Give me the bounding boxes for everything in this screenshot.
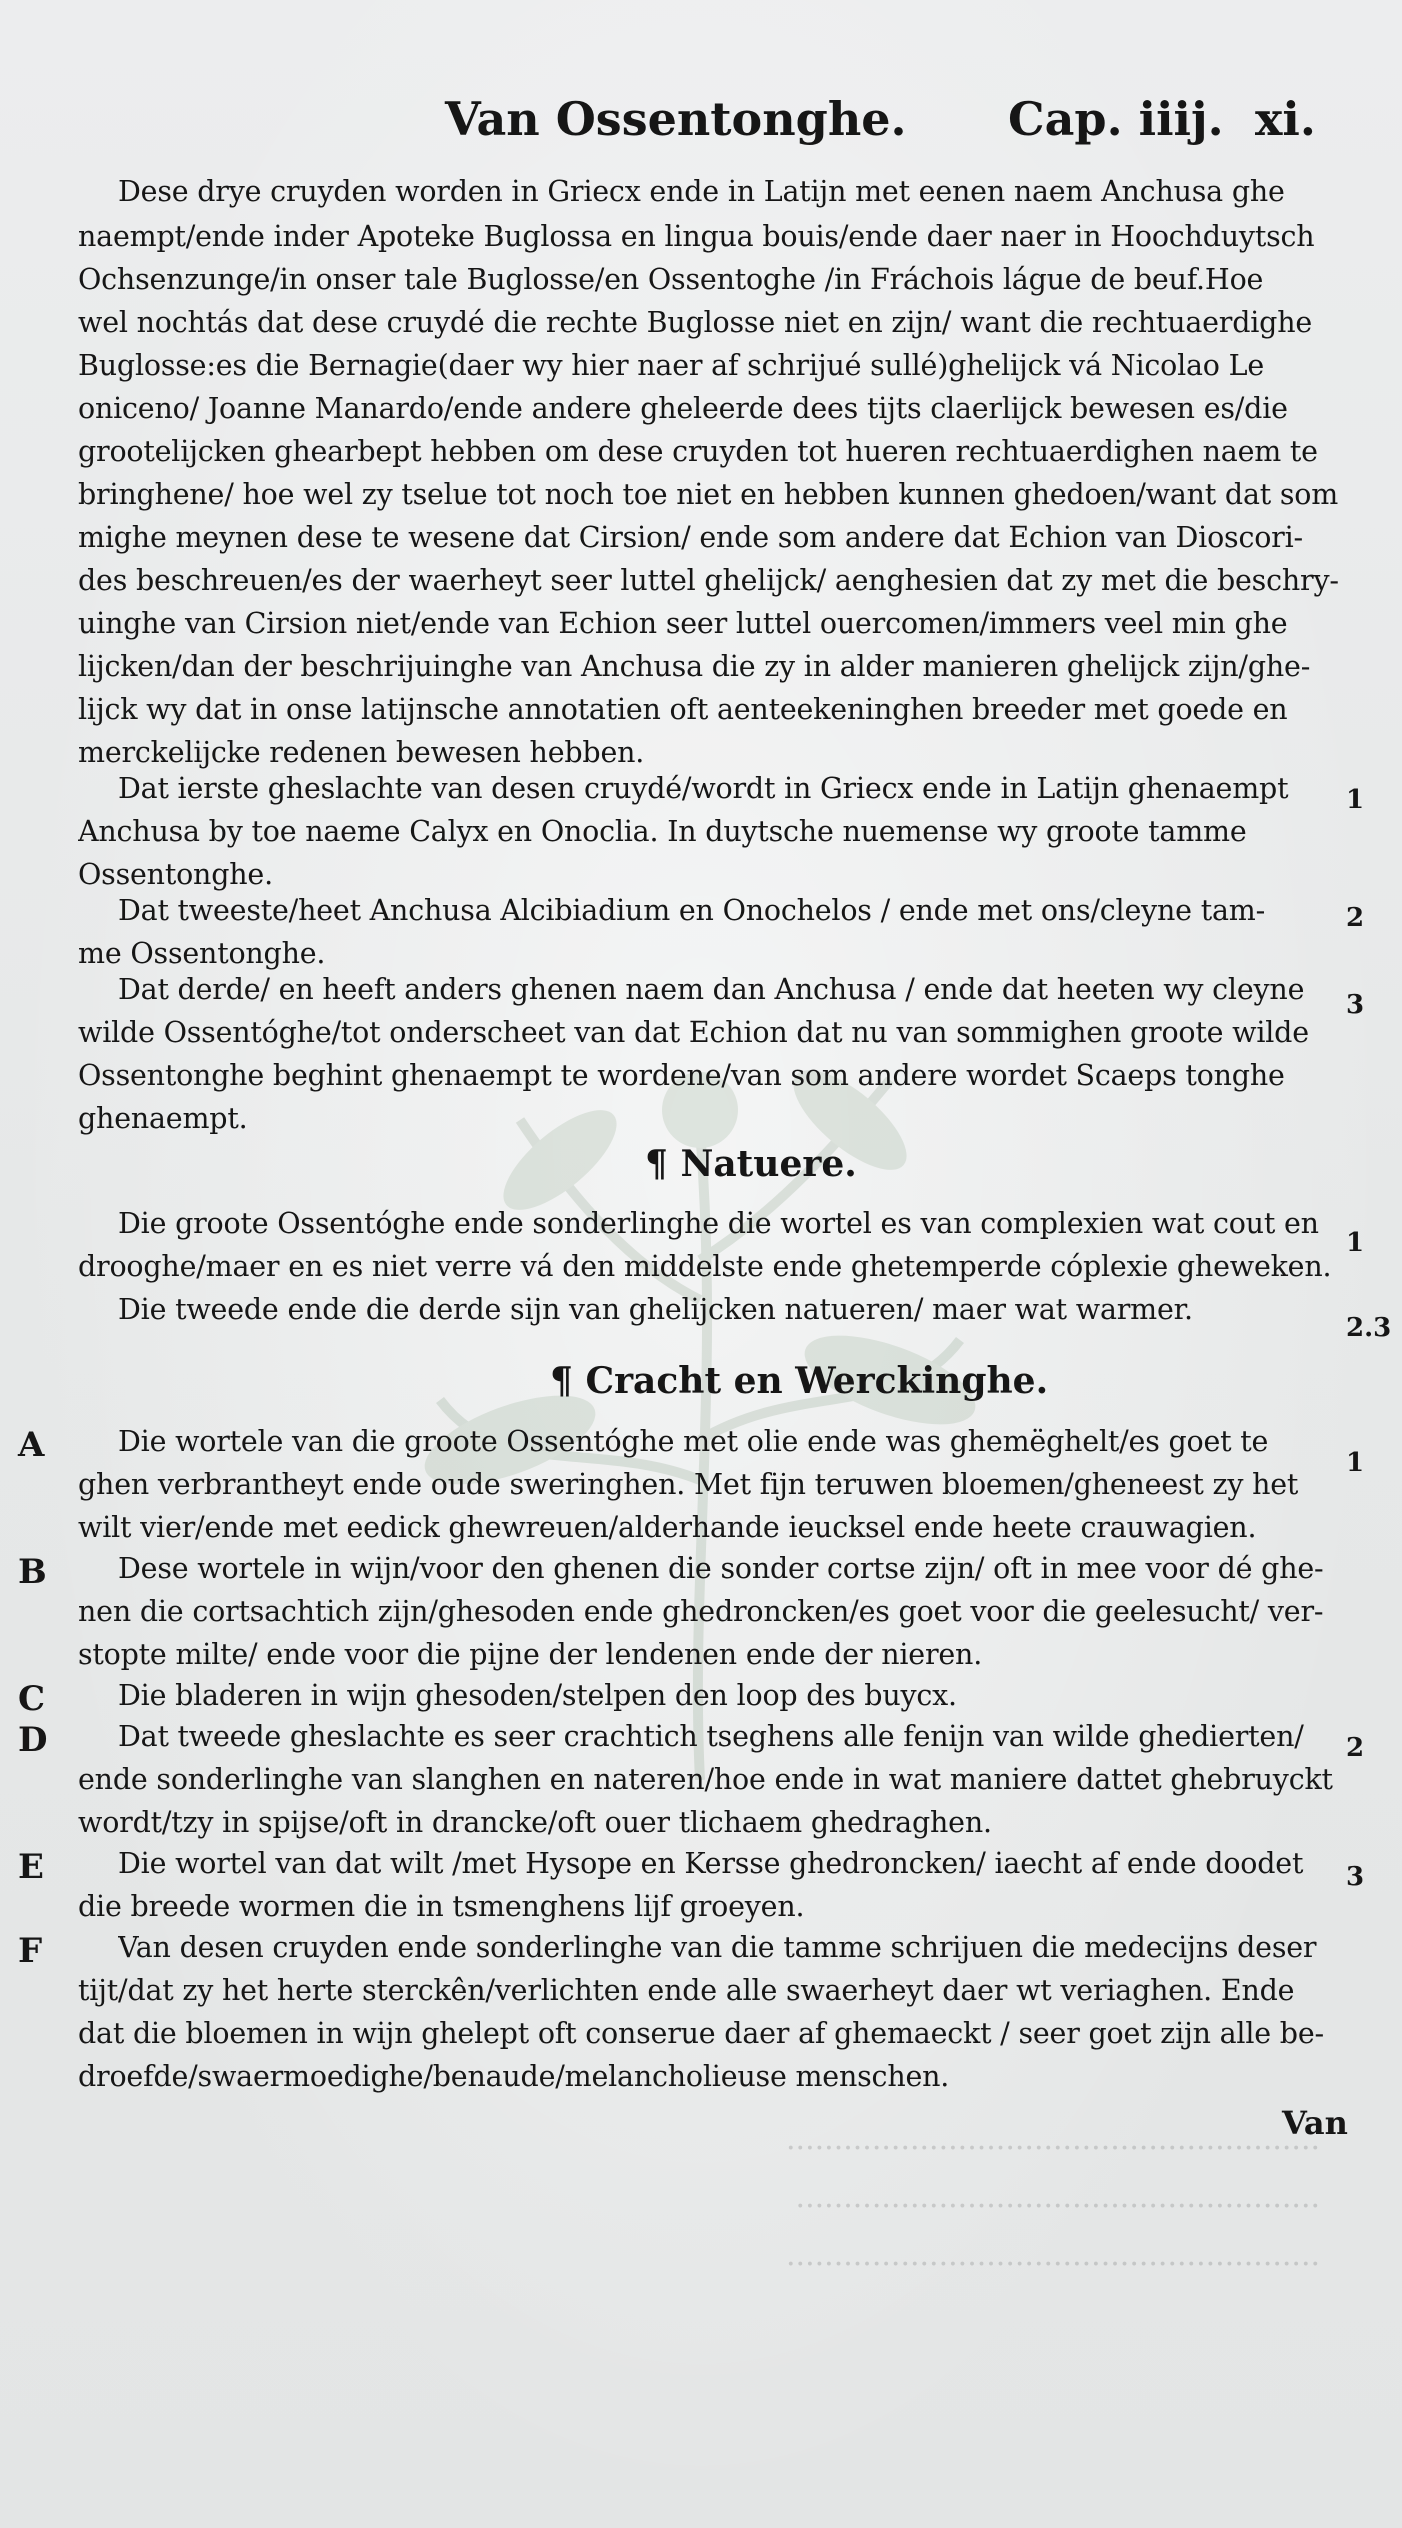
paragraph-mark-icon: ¶ <box>645 1143 681 1185</box>
intro-line: lijck wy dat in onse latijnsche annotatien oft aenteekeninghen breeder met goede en <box>78 693 1288 726</box>
intro-line: uinghe van Cirsion niet/ende van Echion seer luttel ouercomen/immers veel min ghe <box>78 607 1288 640</box>
kind-line: Dat derde/ en heeft anders ghenen naem dan Anchusa / ende dat heeten wy cleyne <box>118 973 1305 1006</box>
paragraph-mark-icon: ¶ <box>550 1360 586 1402</box>
intro-line: wel nochtás dat dese cruydé die rechte Buglosse niet en zijn/ want die rechtuaerdighe <box>78 306 1313 339</box>
intro-line: lijcken/dan der beschrijuinghe van Anchusa die zy in alder manieren ghelijck zijn/ghe- <box>78 650 1311 683</box>
cracht-line: Dat tweede gheslachte es seer crachtich tseghens alle fenijn van wilde ghedierten/ <box>118 1720 1304 1753</box>
margin-letter: A <box>18 1425 45 1465</box>
cracht-line: Die wortele van die groote Ossentóghe met olie ende was ghemëghelt/es goet te <box>118 1425 1269 1458</box>
margin-number: 3 <box>1346 1862 1365 1892</box>
cracht-line: ghen verbrantheyt ende oude sweringhen. Met fijn teruwen bloemen/gheneest zy het <box>78 1468 1299 1501</box>
natuere-line: Die tweede ende die derde sijn van ghelijcken natueren/ maer wat warmer. <box>118 1293 1193 1326</box>
cracht-line: Dese wortele in wijn/voor den ghenen die sonder cortse zijn/ oft in mee voor dé ghe- <box>118 1552 1324 1585</box>
margin-number: 1 <box>1346 785 1365 815</box>
kind-line: wilde Ossentóghe/tot onderscheet van dat Echion dat nu van sommighen groote wilde <box>78 1016 1309 1049</box>
page-title: Van Ossentonghe. <box>445 92 907 146</box>
running-header <box>0 92 1402 162</box>
section-heading-natuere: ¶ Natuere. <box>645 1143 857 1185</box>
kind-line: ghenaempt. <box>78 1102 248 1135</box>
kind-line: me Ossentonghe. <box>78 937 326 970</box>
intro-line: mighe meynen dese te wesene dat Cirsion/ ende som andere dat Echion van Dioscori- <box>78 521 1303 554</box>
cracht-line: droefde/swaermoedighe/benaude/melancholieuse menschen. <box>78 2060 950 2093</box>
margin-number: 2 <box>1346 903 1365 933</box>
margin-letter: D <box>18 1720 48 1760</box>
kind-line: Ossentonghe beghint ghenaempt te wordene/van som andere wordet Scaeps tonghe <box>78 1059 1285 1092</box>
intro-line: Dese drye cruyden worden in Griecx ende in Latijn met eenen naem Anchusa ghe <box>118 175 1285 208</box>
margin-letter: F <box>18 1931 43 1971</box>
cracht-line: Van desen cruyden ende sonderlinghe van die tamme schrijuen die medecijns deser <box>118 1931 1317 1964</box>
cracht-line: die breede wormen die in tsmenghens lijf groeyen. <box>78 1890 805 1923</box>
margin-number: 3 <box>1346 990 1365 1020</box>
chapter-number: Cap. iiij. <box>1008 92 1224 146</box>
margin-number: 2 <box>1346 1733 1365 1763</box>
cracht-line: Die wortel van dat wilt /met Hysope en Kersse ghedroncken/ iaecht af ende doodet <box>118 1847 1304 1880</box>
cracht-line: ende sonderlinghe van slanghen en nateren/hoe ende in wat maniere dattet ghebruyckt <box>78 1763 1333 1796</box>
cracht-line: tijt/dat zy het herte sterckên/verlichten ende alle swaerheyt daer wt veriaghen. Ende <box>78 1974 1295 2007</box>
intro-line: oniceno/ Joanne Manardo/ende andere gheleerde dees tijts claerlijck bewesen es/die <box>78 392 1288 425</box>
cracht-line: stopte milte/ ende voor die pijne der lendenen ende der nieren. <box>78 1638 983 1671</box>
intro-line: Ochsenzunge/in onser tale Buglosse/en Ossentoghe /in Fráchois lágue de beuf.Hoe <box>78 263 1264 296</box>
margin-letter: C <box>18 1679 46 1719</box>
margin-number: 2.3 <box>1346 1313 1392 1343</box>
intro-line: merckelijcke redenen bewesen hebben. <box>78 736 645 769</box>
natuere-line: Die groote Ossentóghe ende sonderlinghe die wortel es van complexien wat cout en <box>118 1207 1319 1240</box>
intro-line: des beschreuen/es der waerheyt seer luttel ghelijck/ aenghesien dat zy met die beschry- <box>78 564 1339 597</box>
margin-letter: B <box>18 1552 47 1592</box>
intro-line: grootelijcken ghearbept hebben om dese cruyden tot hueren rechtuaerdighen naem te <box>78 435 1318 468</box>
margin-number: 1 <box>1346 1448 1365 1478</box>
intro-line: bringhene/ hoe wel zy tselue tot noch toe niet en hebben kunnen ghedoen/want dat som <box>78 478 1339 511</box>
cracht-line: dat die bloemen in wijn ghelept oft conserue daer af ghemaeckt / seer goet zijn alle be- <box>78 2017 1324 2050</box>
kind-line: Dat tweeste/heet Anchusa Alcibiadium en Onochelos / ende met ons/cleyne tam- <box>118 894 1266 927</box>
cracht-line: nen die cortsachtich zijn/ghesoden ende ghedroncken/es goet voor die geelesucht/ ver- <box>78 1595 1324 1628</box>
margin-letter: E <box>18 1847 44 1887</box>
folio-number: xi. <box>1255 92 1316 146</box>
kind-line: Anchusa by toe naeme Calyx en Onoclia. In duytsche nuemense wy groote tamme <box>78 815 1247 848</box>
catchword: Van <box>1282 2104 1348 2142</box>
section-heading-cracht: ¶ Cracht en Werckinghe. <box>550 1360 1049 1402</box>
mirrored-reverse-side-text: ························································ ······················································· ························································ <box>785 2131 1320 2282</box>
margin-number: 1 <box>1346 1228 1365 1258</box>
kind-line: Dat ierste gheslachte van desen cruydé/wordt in Griecx ende in Latijn ghenaempt <box>118 772 1289 805</box>
intro-line: Buglosse:es die Bernagie(daer wy hier naer af schrijué sullé)ghelijck vá Nicolao Le <box>78 349 1265 382</box>
intro-line: naempt/ende inder Apoteke Buglossa en lingua bouis/ende daer naer in Hoochduytsch <box>78 220 1315 253</box>
cracht-line: wordt/tzy in spijse/oft in drancke/oft ouer tlichaem ghedraghen. <box>78 1806 992 1839</box>
natuere-line: drooghe/maer en es niet verre vá den middelste ende ghetemperde cóplexie gheweken. <box>78 1250 1332 1283</box>
cracht-line: Die bladeren in wijn ghesoden/stelpen den loop des buycx. <box>118 1679 957 1712</box>
cracht-line: wilt vier/ende met eedick ghewreuen/alderhande ieucksel ende heete crauwagien. <box>78 1511 1257 1544</box>
kind-line: Ossentonghe. <box>78 858 273 891</box>
